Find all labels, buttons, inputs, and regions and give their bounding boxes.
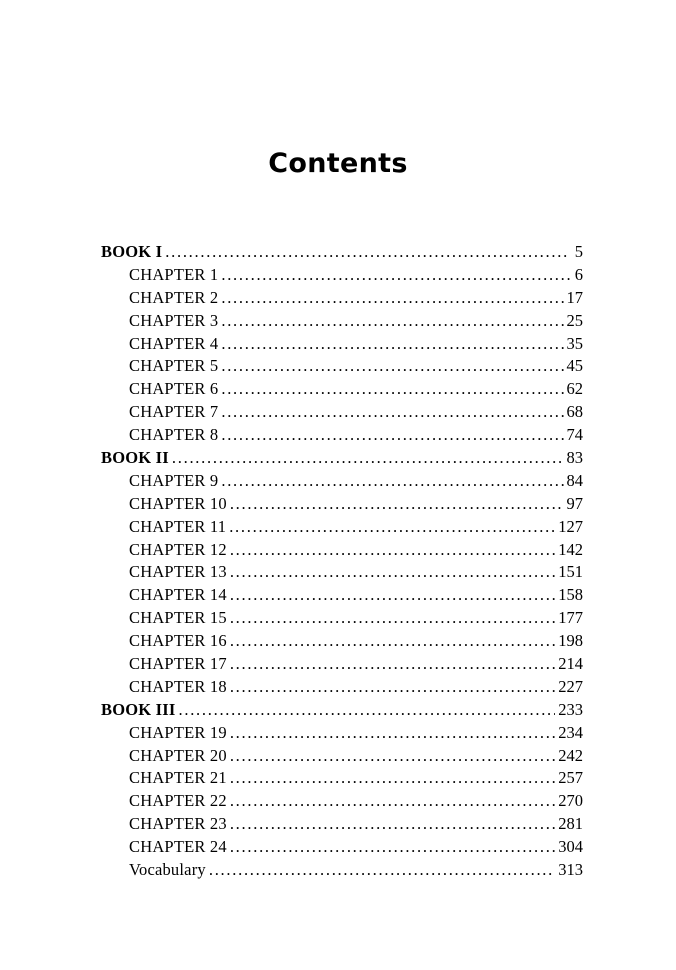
toc-chapter-entry — [101, 676, 583, 699]
toc-page-number: 281 — [558, 814, 583, 834]
dot-leader — [172, 447, 564, 470]
toc-page-number: 177 — [558, 608, 583, 628]
toc-page-number: 151 — [558, 562, 583, 582]
dot-leader — [221, 355, 563, 378]
toc-chapter-entry — [101, 310, 583, 333]
toc-page-number: 127 — [558, 516, 583, 536]
dot-leader — [221, 470, 563, 493]
toc-chapter-entry — [101, 516, 583, 539]
toc-book-entry — [101, 241, 583, 264]
dot-leader — [230, 607, 555, 630]
toc-chapter-entry — [101, 745, 583, 768]
toc-chapter-entry — [101, 607, 583, 630]
toc-chapter-entry — [101, 813, 583, 836]
toc-page-number: 17 — [566, 287, 583, 307]
toc-entry-label: CHAPTER 19 — [129, 722, 227, 742]
toc-chapter-entry — [101, 767, 583, 790]
toc-entry-label: CHAPTER 2 — [129, 287, 219, 307]
toc-chapter-entry — [101, 355, 583, 378]
toc-entry-label: CHAPTER 1 — [129, 264, 219, 284]
toc-entry-label: Vocabulary — [129, 860, 206, 880]
toc-entry-label: CHAPTER 4 — [129, 333, 219, 353]
toc-chapter-entry — [101, 653, 583, 676]
toc-chapter-entry — [101, 493, 583, 516]
dot-leader — [230, 745, 555, 768]
toc-book-entry — [101, 699, 583, 722]
dot-leader — [165, 241, 570, 264]
toc-entry-label: CHAPTER 22 — [129, 791, 227, 811]
dot-leader — [230, 630, 555, 653]
dot-leader — [221, 378, 563, 401]
toc-entry-label: CHAPTER 8 — [129, 425, 219, 445]
dot-leader — [230, 790, 555, 813]
toc-page-number: 242 — [558, 745, 583, 765]
toc-entry-label: CHAPTER 14 — [129, 585, 227, 605]
toc-chapter-entry — [101, 424, 583, 447]
toc-chapter-entry — [101, 378, 583, 401]
toc-page-number: 6 — [574, 264, 583, 284]
toc-page-number: 74 — [566, 425, 583, 445]
toc-chapter-entry — [101, 561, 583, 584]
toc-entry-label: CHAPTER 10 — [129, 493, 227, 513]
dot-leader — [179, 699, 556, 722]
dot-leader — [230, 653, 555, 676]
dot-leader — [230, 493, 564, 516]
toc-page-number: 257 — [558, 768, 583, 788]
toc-entry-label: BOOK II — [101, 448, 169, 468]
toc-page-number: 25 — [566, 310, 583, 330]
toc-entry-label: CHAPTER 18 — [129, 676, 227, 696]
toc-chapter-entry — [101, 584, 583, 607]
page-title: Contents — [268, 148, 408, 179]
toc-entry-label: CHAPTER 21 — [129, 768, 227, 788]
dot-leader — [221, 310, 563, 333]
toc-entry-label: CHAPTER 3 — [129, 310, 219, 330]
toc-page-number: 198 — [558, 631, 583, 651]
toc-page-number: 304 — [558, 837, 583, 857]
dot-leader — [229, 516, 555, 539]
toc-entry-label: CHAPTER 12 — [129, 539, 227, 559]
dot-leader — [221, 424, 563, 447]
toc-chapter-entry — [101, 401, 583, 424]
dot-leader — [221, 333, 563, 356]
toc-entry-label: CHAPTER 24 — [129, 837, 227, 857]
toc-page-number: 5 — [574, 242, 583, 261]
toc-chapter-entry — [101, 333, 583, 356]
dot-leader — [230, 836, 555, 859]
toc-entry-label: CHAPTER 15 — [129, 608, 227, 628]
toc-page-number: 158 — [558, 585, 583, 605]
toc-entry-label: BOOK III — [101, 699, 176, 719]
toc-chapter-entry — [101, 722, 583, 745]
toc-book-entry — [101, 447, 583, 470]
toc-chapter-entry — [101, 790, 583, 813]
toc-page-number: 234 — [558, 722, 583, 742]
toc-entry-label: CHAPTER 6 — [129, 379, 219, 399]
dot-leader — [230, 561, 555, 584]
toc-page-number: 227 — [558, 676, 583, 696]
dot-leader — [230, 539, 555, 562]
toc-page-number: 84 — [566, 470, 583, 490]
toc-page-number: 68 — [566, 402, 583, 422]
toc-page-number: 97 — [566, 493, 583, 513]
dot-leader — [221, 287, 563, 310]
toc-entry-label: CHAPTER 7 — [129, 402, 219, 422]
toc-page-number: 313 — [558, 860, 583, 880]
dot-leader — [221, 264, 570, 287]
toc-chapter-entry — [101, 539, 583, 562]
dot-leader — [230, 767, 555, 790]
toc-page-number: 35 — [566, 333, 583, 353]
toc-page-number: 62 — [566, 379, 583, 399]
toc-page-number: 142 — [558, 539, 583, 559]
dot-leader — [230, 813, 555, 836]
dot-leader — [221, 401, 563, 424]
toc-chapter-entry — [101, 264, 583, 287]
toc-entry-label: CHAPTER 9 — [129, 470, 219, 490]
toc-entry-label: CHAPTER 13 — [129, 562, 227, 582]
toc-page-number: 214 — [558, 654, 583, 674]
toc-page-number: 233 — [558, 699, 583, 719]
toc-chapter-entry — [101, 287, 583, 310]
dot-leader — [230, 722, 555, 745]
toc-entry-label: CHAPTER 11 — [129, 516, 227, 536]
dot-leader — [230, 584, 555, 607]
dot-leader — [230, 676, 555, 699]
toc-entry-label: BOOK I — [101, 242, 163, 261]
toc-entry-label: CHAPTER 17 — [129, 654, 227, 674]
toc-entry-label: CHAPTER 16 — [129, 631, 227, 651]
toc-page-number: 45 — [566, 356, 583, 376]
toc-entry-label: CHAPTER 5 — [129, 356, 219, 376]
toc-chapter-entry — [101, 470, 583, 493]
toc-chapter-entry — [101, 630, 583, 653]
toc-entry-label: CHAPTER 23 — [129, 814, 227, 834]
toc-page-number: 83 — [566, 448, 583, 468]
toc-chapter-entry — [101, 836, 583, 859]
toc-entry-label: CHAPTER 20 — [129, 745, 227, 765]
toc-chapter-entry — [101, 859, 583, 882]
table-of-contents — [101, 241, 583, 882]
toc-page-number: 270 — [558, 791, 583, 811]
dot-leader — [209, 859, 555, 882]
